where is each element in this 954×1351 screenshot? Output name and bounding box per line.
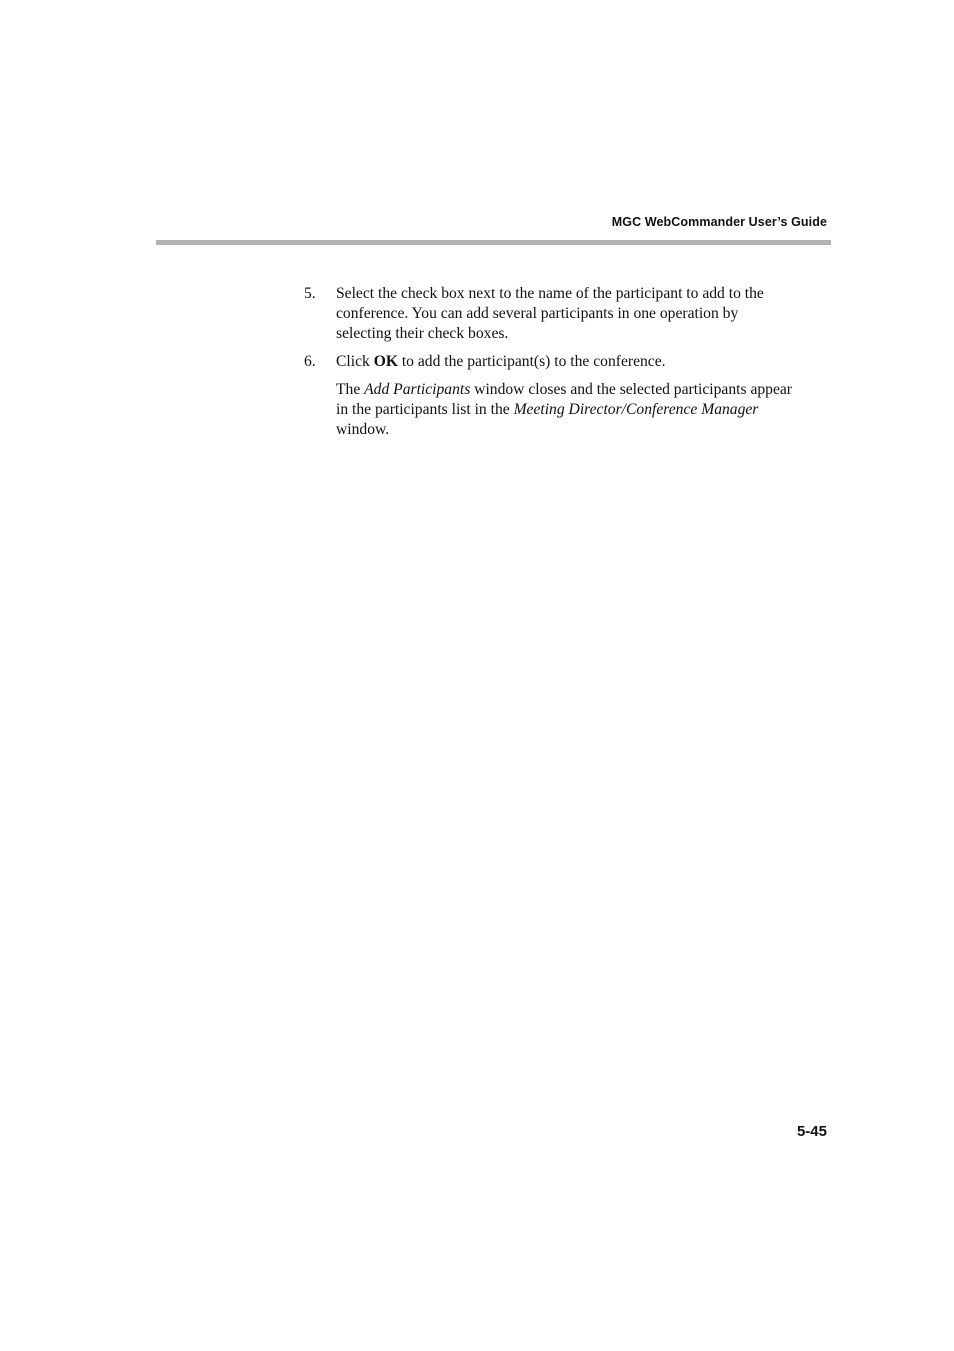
step-text-line: Select the check box next to the name of the participant to add to the: [336, 285, 764, 302]
step-text: [336, 352, 831, 372]
text-run: to add the participant(s) to the conference.: [397, 353, 666, 370]
running-header: MGC WebCommander User’s Guide: [611, 215, 827, 229]
step-number: 6.: [304, 353, 316, 370]
result-line: [336, 400, 831, 420]
text-run: The: [336, 381, 365, 398]
header-rule: [156, 240, 831, 245]
step-number: 5.: [304, 285, 316, 302]
result-line: [336, 380, 831, 400]
window-name-meeting-director: Meeting Director/Conference Manager: [513, 401, 759, 418]
ok-button-reference: OK: [373, 353, 398, 370]
step-text-line: conference. You can add several participants in one operation by: [336, 305, 739, 322]
text-run: Click: [336, 353, 374, 370]
page-number: 5-45: [796, 1123, 827, 1140]
result-line: window.: [336, 421, 390, 438]
window-name-add-participants: Add Participants: [364, 381, 471, 398]
step-text-line: selecting their check boxes.: [336, 325, 509, 342]
text-run: window closes and the selected participants appear: [470, 381, 793, 398]
step-text: [336, 284, 831, 344]
text-run: in the participants list in the: [336, 401, 514, 418]
step-text-line: [336, 352, 831, 372]
step-6-result: [336, 380, 831, 440]
